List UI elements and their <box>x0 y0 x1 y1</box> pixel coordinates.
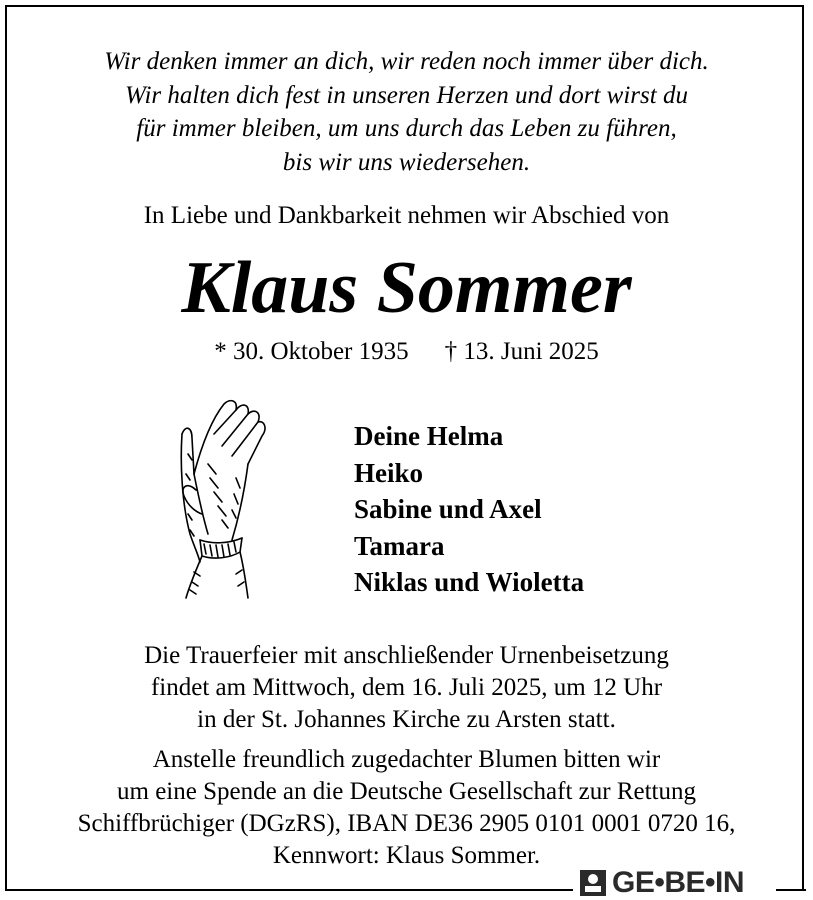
frame-bottom-border <box>5 889 573 891</box>
poem-line: Wir halten dich fest in unseren Herzen und dort wirst du <box>125 81 688 109</box>
donation-notice <box>0 744 813 872</box>
family-list <box>354 418 584 601</box>
donation-line: um eine Spende an die Deutsche Gesellschaft zur Rettung <box>117 778 696 805</box>
donation-line: Schiffbrüchiger (DGzRS), IBAN DE36 2905 0101 0001 0720 16, <box>77 810 736 837</box>
family-member: Niklas und Wioletta <box>354 567 585 597</box>
donation-line: Kennwort: Klaus Sommer. <box>272 842 541 869</box>
poem-line: Wir denken immer an dich, wir reden noch immer über dich. <box>104 48 709 75</box>
deceased-name: Klaus Sommer <box>181 247 632 329</box>
gebein-logo-icon <box>580 870 606 896</box>
logo-text: GE•BE•IN <box>612 866 745 899</box>
donation-line: Anstelle freundlich zugedachter Blumen bitten wir <box>152 746 661 773</box>
poem-line: für immer bleiben, um uns durch das Leben zu führen, <box>136 115 677 142</box>
ceremony-line: findet am Mittwoch, dem 16. Juli 2025, um 12 Uhr <box>150 674 663 701</box>
ceremony-line: Die Trauerfeier mit anschließender Urnenbeisetzung <box>144 642 669 669</box>
poem <box>0 45 813 179</box>
death-date: † 13. Juni 2025 <box>444 338 599 365</box>
life-dates <box>0 336 813 368</box>
family-member: Sabine und Axel <box>354 494 542 524</box>
family-member: Heiko <box>354 457 424 488</box>
poem-line: bis wir uns wiedersehen. <box>282 148 531 176</box>
ceremony-line: in der St. Johannes Kirche zu Arsten statt. <box>197 706 616 733</box>
praying-hands-icon <box>152 394 272 600</box>
gebein-logo <box>580 868 744 898</box>
farewell-intro: In Liebe und Dankbarkeit nehmen wir Abschied von <box>143 202 670 229</box>
ceremony-notice <box>0 640 813 736</box>
family-member: Deine Helma <box>354 421 504 451</box>
birth-date: * 30. Oktober 1935 <box>214 338 409 365</box>
frame-bottom-border-end <box>776 889 806 891</box>
family-member: Tamara <box>354 530 445 561</box>
